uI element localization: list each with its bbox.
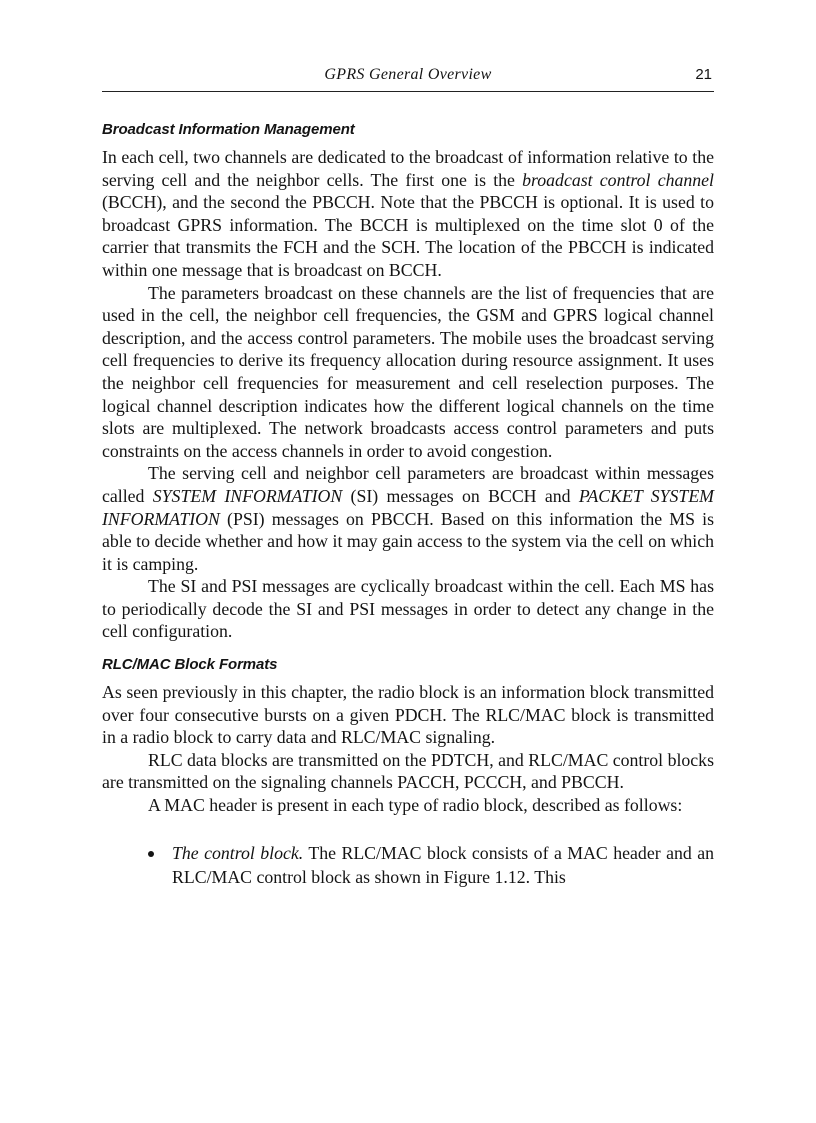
text-run: (BCCH), and the second the PBCCH. Note that the PBCCH is optional. It is used to broadcast GPRS information. The BCCH is multiplexed on the time slot 0 of the carrier that transmits the FCH and the SCH. The location of the PBCCH is indicated within one message that is broadcast on BCCH. — [102, 192, 714, 280]
text-run: (SI) messages on BCCH and — [342, 485, 579, 506]
paragraph-broadcast-channels — [102, 146, 714, 282]
section-heading-rlc-mac: RLC/MAC Block Formats — [102, 656, 278, 674]
text-run: In each cell, two channels are dedicated to the broadcast of information relative to the serving cell and the neighbor cells. The first one is the — [102, 147, 714, 190]
emphasis-system-information: SYSTEM INFORMATION — [152, 485, 343, 506]
list-item — [148, 841, 714, 889]
header-rule — [102, 91, 714, 92]
section-heading-broadcast: Broadcast Information Management — [102, 121, 355, 138]
bullet-icon — [148, 851, 154, 857]
page-body — [102, 120, 714, 889]
bullet-text: The RLC/MAC block consists of a MAC header and an RLC/MAC control block as shown in Figure 1.12. This — [172, 842, 714, 887]
page-number: 21 — [695, 66, 712, 83]
bullet-emphasis: The control block. — [172, 842, 304, 863]
paragraph-si-psi-cyclic: The SI and PSI messages are cyclically broadcast within the cell. Each MS has to periodically decode the SI and PSI messages in order to detect any change in the cell configuration. — [102, 576, 714, 642]
paragraph-broadcast-parameters: The parameters broadcast on these channels are the list of frequencies that are used in the cell, the neighbor cell frequencies, the GSM and GPRS logical channel description, and the access control parameters. The mobile uses the broadcast serving cell frequencies to derive its frequency allocation during resource assignment. It uses the neighbor cell frequencies for measurement and cell reselection purposes. The logical channel description indicates how the different logical channels on the time slots are multiplexed. The network broadcasts access control parameters and puts constraints on the access channels in order to avoid congestion. — [102, 282, 714, 461]
bullet-list — [102, 841, 714, 889]
running-header — [102, 66, 714, 90]
emphasis-packet-system-information: PACKET SYSTEM INFORMATION — [102, 485, 714, 529]
paragraph-rlc-data-blocks: RLC data blocks are transmitted on the PDTCH, and RLC/MAC control blocks are transmitted on the signaling channels PACCH, PCCCH, and PBCCH. — [102, 749, 714, 793]
emphasis-broadcast-control-channel: broadcast control channel — [522, 169, 714, 190]
paragraph-mac-header: A MAC header is present in each type of radio block, described as follows: — [148, 795, 683, 816]
paragraph-radio-block: As seen previously in this chapter, the radio block is an information block transmitted over four consecutive bursts on a given PDCH. The RLC/MAC block is transmitted in a radio block to carry data and RLC/MAC signaling. — [102, 682, 714, 748]
running-title: GPRS General Overview — [324, 66, 492, 83]
text-run: (PSI) messages on PBCCH. Based on this information the MS is able to decide whether and how it may gain access to the system via the cell on which it is camping. — [102, 508, 714, 574]
paragraph-system-information — [102, 462, 714, 575]
text-run: The serving cell and neighbor cell parameters are broadcast within messages called — [102, 463, 714, 506]
